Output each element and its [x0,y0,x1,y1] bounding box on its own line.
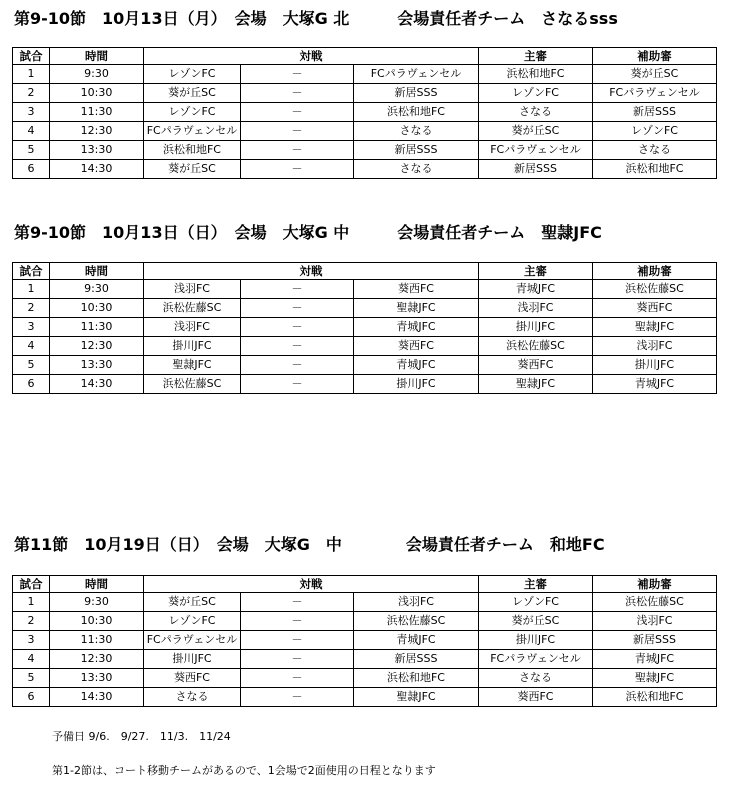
away-team: 葵西FC [354,280,479,299]
section-heading: 第11節 10月19日（日） 会場 大塚G 中 会場責任者チーム 和地FC [14,535,605,554]
header-time: 時間 [50,48,144,65]
game-no: 6 [13,688,50,707]
schedule-remark: 第1-2節は、コート移動チームがあるので、1会場で2面使用の日程となります [52,764,436,777]
game-no: 5 [13,141,50,160]
versus-dash: － [241,318,354,337]
table-row [13,631,717,650]
away-team: 浜松佐藤SC [354,612,479,631]
header-game: 試合 [13,48,50,65]
away-team: 青城JFC [354,318,479,337]
header-referee: 主審 [479,48,593,65]
home-team: 葵が丘SC [144,593,241,612]
game-no: 1 [13,593,50,612]
away-team: 聖隷JFC [354,299,479,318]
table-row [13,669,717,688]
game-time: 12:30 [50,337,144,356]
assistant-team: 浅羽FC [593,337,717,356]
versus-dash: － [241,375,354,394]
game-time: 10:30 [50,612,144,631]
section-heading: 第9-10節 10月13日（日） 会場 大塚G 中 会場責任者チーム 聖隷JFC [14,223,602,242]
home-team: 浜松佐藤SC [144,299,241,318]
versus-dash: － [241,688,354,707]
away-team: 葵西FC [354,337,479,356]
referee-team: 浜松佐藤SC [479,337,593,356]
home-team: 掛川JFC [144,337,241,356]
home-team: FCパラヴェンセル [144,122,241,141]
header-row [13,263,717,280]
game-time: 12:30 [50,122,144,141]
table-row [13,318,717,337]
away-team: 浅羽FC [354,593,479,612]
game-time: 13:30 [50,669,144,688]
referee-team: FCパラヴェンセル [479,141,593,160]
assistant-team: 葵が丘SC [593,65,717,84]
header-game: 試合 [13,263,50,280]
referee-team: 葵西FC [479,356,593,375]
game-no: 6 [13,375,50,394]
header-time: 時間 [50,263,144,280]
assistant-team: 浜松和地FC [593,160,717,179]
game-no: 4 [13,337,50,356]
away-team: 掛川JFC [354,375,479,394]
referee-team: レゾンFC [479,84,593,103]
schedule-section-1 [12,8,716,179]
game-no: 3 [13,631,50,650]
table-row [13,160,717,179]
game-time: 14:30 [50,375,144,394]
table-row [13,299,717,318]
assistant-team: 葵西FC [593,299,717,318]
game-time: 14:30 [50,688,144,707]
table-row [13,612,717,631]
away-team: さなる [354,160,479,179]
table-row [13,337,717,356]
away-team: 浜松和地FC [354,669,479,688]
assistant-team: 掛川JFC [593,356,717,375]
referee-team: 掛川JFC [479,318,593,337]
header-assistant: 補助審 [593,48,717,65]
home-team: 聖隷JFC [144,356,241,375]
versus-dash: － [241,650,354,669]
schedule-table [12,262,717,394]
game-time: 10:30 [50,299,144,318]
assistant-team: さなる [593,141,717,160]
schedule-section-2 [12,222,716,394]
versus-dash: － [241,122,354,141]
versus-dash: － [241,103,354,122]
home-team: 葵西FC [144,669,241,688]
versus-dash: － [241,299,354,318]
schedule-table [12,47,717,179]
header-time: 時間 [50,576,144,593]
referee-team: さなる [479,669,593,688]
home-team: レゾンFC [144,103,241,122]
game-time: 9:30 [50,593,144,612]
game-time: 13:30 [50,141,144,160]
home-team: レゾンFC [144,612,241,631]
table-row [13,280,717,299]
referee-team: 聖隷JFC [479,375,593,394]
referee-team: 青城JFC [479,280,593,299]
header-row [13,576,717,593]
versus-dash: － [241,65,354,84]
game-no: 1 [13,280,50,299]
assistant-team: 新居SSS [593,103,717,122]
assistant-team: レゾンFC [593,122,717,141]
assistant-team: 青城JFC [593,650,717,669]
table-row [13,103,717,122]
header-match: 対戦 [144,48,479,65]
referee-team: 掛川JFC [479,631,593,650]
versus-dash: － [241,160,354,179]
table-row [13,122,717,141]
referee-team: 浜松和地FC [479,65,593,84]
table-row [13,593,717,612]
assistant-team: 浜松佐藤SC [593,280,717,299]
away-team: 青城JFC [354,631,479,650]
table-row [13,356,717,375]
referee-team: 葵西FC [479,688,593,707]
schedule-section-3 [12,534,716,707]
schedule-table [12,575,717,707]
home-team: 浅羽FC [144,280,241,299]
header-game: 試合 [13,576,50,593]
game-no: 2 [13,612,50,631]
away-team: 浜松和地FC [354,103,479,122]
home-team: さなる [144,688,241,707]
header-row [13,48,717,65]
game-time: 10:30 [50,84,144,103]
referee-team: FCパラヴェンセル [479,650,593,669]
assistant-team: 浜松和地FC [593,688,717,707]
referee-team: 葵が丘SC [479,612,593,631]
table-row [13,688,717,707]
assistant-team: 浜松佐藤SC [593,593,717,612]
game-time: 11:30 [50,103,144,122]
game-no: 5 [13,356,50,375]
versus-dash: － [241,337,354,356]
game-time: 11:30 [50,318,144,337]
game-no: 2 [13,299,50,318]
versus-dash: － [241,280,354,299]
assistant-team: 浅羽FC [593,612,717,631]
game-no: 4 [13,650,50,669]
referee-team: 葵が丘SC [479,122,593,141]
away-team: FCパラヴェンセル [354,65,479,84]
versus-dash: － [241,631,354,650]
referee-team: 新居SSS [479,160,593,179]
assistant-team: 青城JFC [593,375,717,394]
home-team: 浜松和地FC [144,141,241,160]
game-time: 14:30 [50,160,144,179]
versus-dash: － [241,141,354,160]
game-no: 2 [13,84,50,103]
versus-dash: － [241,356,354,375]
away-team: 青城JFC [354,356,479,375]
assistant-team: 聖隷JFC [593,318,717,337]
home-team: FCパラヴェンセル [144,631,241,650]
away-team: 新居SSS [354,650,479,669]
table-row [13,650,717,669]
versus-dash: － [241,669,354,688]
game-no: 6 [13,160,50,179]
header-match: 対戦 [144,263,479,280]
game-no: 5 [13,669,50,688]
section-heading: 第9-10節 10月13日（月） 会場 大塚G 北 会場責任者チーム さなるsss [14,9,618,28]
header-match: 対戦 [144,576,479,593]
assistant-team: 聖隷JFC [593,669,717,688]
away-team: さなる [354,122,479,141]
game-time: 12:30 [50,650,144,669]
header-referee: 主審 [479,263,593,280]
table-row [13,65,717,84]
assistant-team: FCパラヴェンセル [593,84,717,103]
reserve-days-note: 予備日 9/6. 9/27. 11/3. 11/24 [52,730,231,743]
table-row [13,84,717,103]
game-no: 4 [13,122,50,141]
game-no: 1 [13,65,50,84]
versus-dash: － [241,84,354,103]
game-no: 3 [13,103,50,122]
home-team: レゾンFC [144,65,241,84]
game-no: 3 [13,318,50,337]
home-team: 掛川JFC [144,650,241,669]
header-assistant: 補助審 [593,263,717,280]
home-team: 葵が丘SC [144,84,241,103]
game-time: 9:30 [50,280,144,299]
away-team: 聖隷JFC [354,688,479,707]
away-team: 新居SSS [354,141,479,160]
versus-dash: － [241,612,354,631]
referee-team: 浅羽FC [479,299,593,318]
home-team: 葵が丘SC [144,160,241,179]
table-row [13,375,717,394]
home-team: 浜松佐藤SC [144,375,241,394]
game-time: 13:30 [50,356,144,375]
game-time: 9:30 [50,65,144,84]
assistant-team: 新居SSS [593,631,717,650]
home-team: 浅羽FC [144,318,241,337]
versus-dash: － [241,593,354,612]
game-time: 11:30 [50,631,144,650]
table-row [13,141,717,160]
away-team: 新居SSS [354,84,479,103]
header-referee: 主審 [479,576,593,593]
referee-team: さなる [479,103,593,122]
header-assistant: 補助審 [593,576,717,593]
referee-team: レゾンFC [479,593,593,612]
